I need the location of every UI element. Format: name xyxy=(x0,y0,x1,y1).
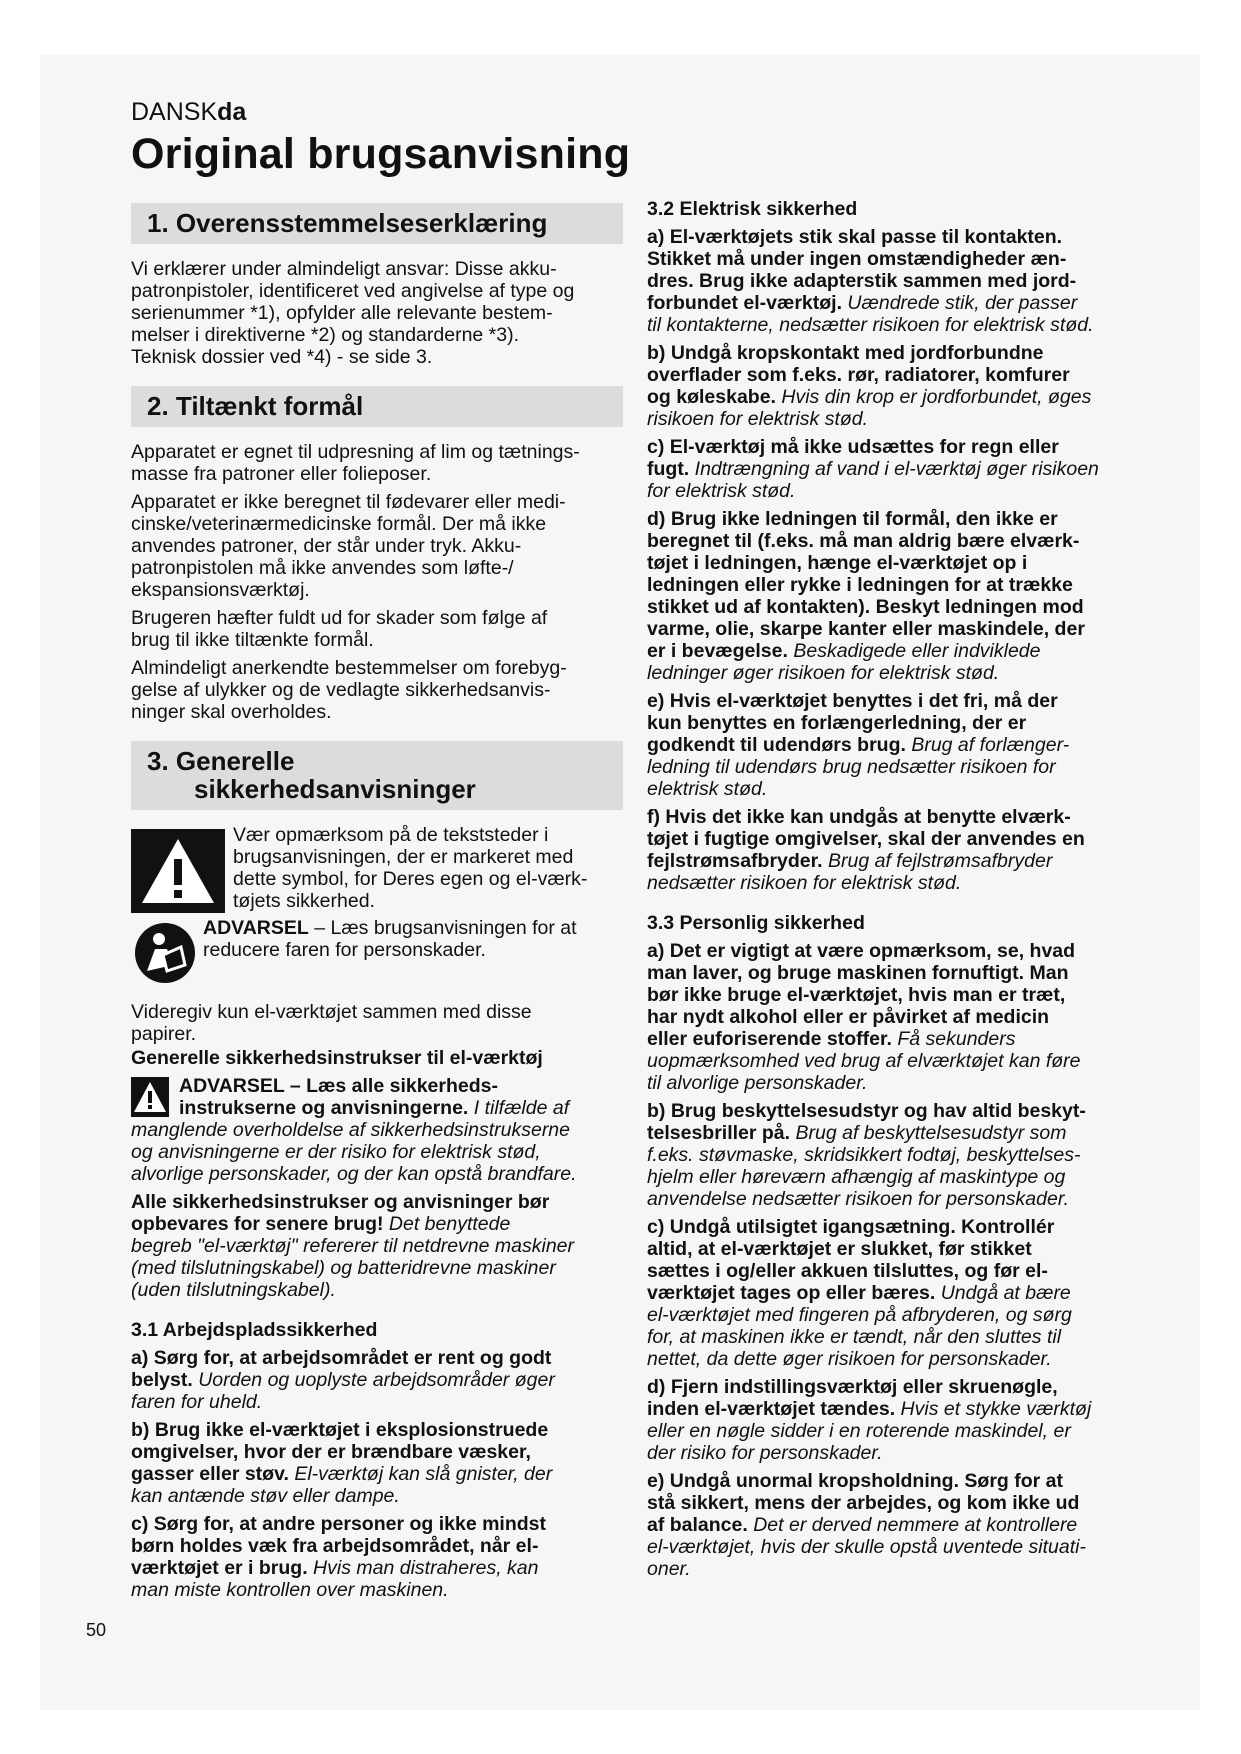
right-column xyxy=(647,198,1142,1580)
electrical-c: c) El-værktøj må ikke udsættes for regn eller fugt. Indtrængning af vand i el-værktøj øger risikoen for elektrisk stød. xyxy=(647,436,1099,502)
purpose-p2: Apparatet er ikke beregnet til fødevarer eller medi- cinske/veterinærmedicinske formål. Der må ikke anvendes patroner, der står under tryk. Akku- patronpistolen må ikke anvendes som løfte-/ ekspansionsværktøj. xyxy=(131,491,566,601)
personal-d: d) Fjern indstillingsværktøj eller skruenøgle, inden el-værktøjet tændes. Hvis et stykke værktøj eller en nøgle sidder i en roterende maskindel, er der risiko for personskader. xyxy=(647,1376,1092,1464)
pass-on-text: Videregiv kun el-værktøjet sammen med disse papirer. xyxy=(131,1001,532,1045)
purpose-p4: Almindeligt anerkendte bestemmelser om forebyg- gelse af ulykker og de vedlagte sikkerhedsanvis- ninger skal overholdes. xyxy=(131,657,567,723)
personal-b: b) Brug beskyttelsesudstyr og hav altid beskyt- telsesbriller på. Brug af beskyttelsesudstyr som f.eks. støvmaske, skridsikkert fodtøj, beskyttelses- hjelm eller høreværn afhængig af maskintype og anvendelse nedsætter risikoen for personskader. xyxy=(647,1100,1086,1210)
workplace-b: b) Brug ikke el-værktøjet i eksplosionstruede omgivelser, hvor der er brændbare væsker, gasser eller støv. El-værktøj kan slå gnister, der kan antænde støv eller dampe. xyxy=(131,1419,553,1507)
electrical-b: b) Undgå kropskontakt med jordforbundne overflader som f.eks. rør, radiatorer, komfurer og køleskabe. Hvis din krop er jordforbundet, øges risikoen for elektrisk stød. xyxy=(647,342,1092,430)
general-safety-heading: Generelle sikkerhedsinstrukser til el-værktøj xyxy=(131,1047,543,1069)
electrical-f: f) Hvis det ikke kan undgås at benytte elværk- tøjet i fugtige omgivelser, skal der anvendes en fejlstrømsafbryder. Brug af fejlstrømsafbryder nedsætter risikoen for elektrisk stød. xyxy=(647,806,1085,894)
personal-a: a) Det er vigtigt at være opmærksom, se, hvad man laver, og bruge maskinen fornuftigt. Man bør ikke bruge el-værktøjet, hvis man er træt, har nydt alkohol eller er påvirket af medicin eller euforiserende stoffer. Få sekunders uopmærksomhed ved brug af elværktøjet kan føre til alvorlige personskader. xyxy=(647,940,1081,1094)
advarsel-manual-text: ADVARSEL – Læs brugsanvisningen for at reducere faren for personskader. xyxy=(203,917,577,961)
attention-text: Vær opmærksom på de tekststeder i brugsanvisningen, der er markeret med dette symbol, for Deres egen og el-værk- tøjets sikkerhed. xyxy=(233,824,588,912)
declaration-text: Vi erklærer under almindeligt ansvar: Disse akku- patronpistoler, identificeret ved angivelse af type og serienummer *1), opfylder alle relevante bestem- melser i direktiverne *2) og standarderne *3). Teknisk dossier ved *4) - se side 3. xyxy=(131,258,575,368)
electrical-d: d) Brug ikke ledningen til formål, den ikke er beregnet til (f.eks. må man aldrig bære elværk- tøjet i ledningen, hænge el-værktøjet op i ledningen eller rykke i ledningen for at trække stikket ud af kontakten). Beskyt ledningen mod varme, olie, skarpe kanter eller maskindele, der er i bevægelse. Beskadigede eller indviklede ledninger øger risikoen for elektrisk stød. xyxy=(647,508,1085,684)
section-3-3-heading: 3.3 Personlig sikkerhed xyxy=(647,912,865,934)
attention-block xyxy=(131,824,623,913)
page-number: 50 xyxy=(86,1620,107,1640)
section-3-2-heading: 3.2 Elektrisk sikkerhed xyxy=(647,198,858,220)
read-manual-icon xyxy=(133,921,197,985)
warning-triangle-small-icon xyxy=(131,1077,169,1117)
purpose-p3: Brugeren hæfter fuldt ud for skader som følge af brug til ikke tiltænkte formål. xyxy=(131,607,548,651)
workplace-a: a) Sørg for, at arbejdsområdet er rent og godt belyst. Uorden og uoplyste arbejdsområder øger faren for uheld. xyxy=(131,1347,555,1413)
workplace-c: c) Sørg for, at andre personer og ikke mindst børn holdes væk fra arbejdsområdet, når el- værktøjet er i brug. Hvis man distraheres, kan man miste kontrollen over maskinen. xyxy=(131,1513,547,1601)
purpose-p1: Apparatet er egnet til udpresning af lim og tætnings- masse fra patroner eller folieposer. xyxy=(131,441,580,485)
section-1-heading: 1. Overensstemmelseserklæring xyxy=(131,203,623,244)
electrical-a: a) El-værktøjets stik skal passe til kontakten. Stikket må under ingen omstændigheder æn- dres. Brug ikke adapterstik sammen med jord- forbundet el-værktøj. Uændrede stik, der passer til kontakterne, nedsætter risikoen for elektrisk stød. xyxy=(647,226,1094,336)
read-manual-block xyxy=(131,917,623,985)
personal-e: e) Undgå unormal kropsholdning. Sørg for at stå sikkert, mens der arbejdes, og kom ikke ud af balance. Det er derved nemmere at kontrollere el-værktøjet, hvis der skulle opstå uventede situati- oner. xyxy=(647,1470,1086,1580)
advarsel-all-block xyxy=(131,1075,623,1119)
personal-c: c) Undgå utilsigtet igangsætning. Kontrollér altid, at el-værktøjet er slukket, før stikket sættes i og/eller akkuen tilsluttes, og før el- værktøjet tages op eller bæres. Undgå at bære el-værktøjet med fingeren på afbryderen, og sørg for, at maskinen ikke er tændt, når den sluttes til nettet, da dette øger risikoen for personskader. xyxy=(647,1216,1072,1370)
page-title: Original brugsanvisning xyxy=(131,130,631,178)
section-3-heading: 3. Generelle sikkerhedsanvisninger xyxy=(131,741,623,810)
keep-instructions: Alle sikkerhedsinstrukser og anvisninger bør opbevares for senere brug! Det benyttede begreb "el-værktøj" refererer til netdrevne maskiner (med tilslutningskabel) og batteridrevne maskiner (uden tilslutningskabel). xyxy=(131,1191,575,1301)
electrical-e: e) Hvis el-værktøjet benyttes i det fri, må der kun benyttes en forlængerledning, der er godkendt til udendørs brug. Brug af forlænger- ledning til udendørs brug nedsætter risikoen for elektrisk stød. xyxy=(647,690,1070,800)
advarsel-all-head: ADVARSEL – Læs alle sikkerheds- instrukserne og anvisningerne. I tilfælde af xyxy=(179,1075,570,1119)
language-label: DANSKda xyxy=(131,98,247,126)
warning-triangle-icon xyxy=(131,829,225,913)
left-column xyxy=(131,203,623,1601)
section-3-1-heading: 3.1 Arbejdspladssikkerhed xyxy=(131,1319,378,1341)
advarsel-all-text: manglende overholdelse af sikkerhedsinstrukserne og anvisningerne er der risiko for elektrisk stød, alvorlige personskader, og der kan opstå brandfare. xyxy=(131,1119,577,1185)
section-2-heading: 2. Tiltænkt formål xyxy=(131,386,623,427)
